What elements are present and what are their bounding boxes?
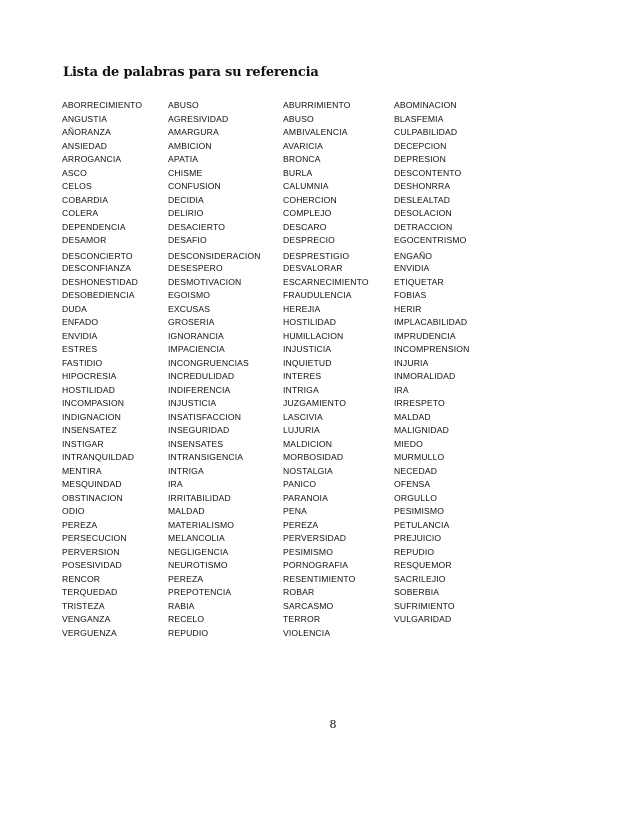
word-item: PORNOGRAFIA: [283, 560, 349, 570]
word-item: AVARICIA: [283, 140, 324, 151]
word-item: INTERES: [283, 371, 322, 381]
word-item: PETULANCIA: [394, 519, 450, 530]
word-item: IGNORANCIA: [168, 330, 224, 341]
word-item: DESCONFIANZA: [62, 263, 132, 273]
word-item: ASCO: [62, 167, 87, 178]
word-item: PANICO: [283, 479, 317, 489]
word-item: INTRIGA: [283, 384, 319, 395]
word-item: LASCIVIA: [283, 411, 323, 422]
word-item: TERROR: [283, 614, 321, 624]
word-item: DESPRECIO: [283, 235, 335, 245]
word-item: POSESIVIDAD: [62, 560, 122, 570]
word-item: PERSECUCION: [62, 533, 127, 543]
word-item: PEREZA: [62, 519, 98, 530]
word-item: HUMILLACION: [283, 330, 344, 341]
word-item: INTRANSIGENCIA: [168, 452, 244, 462]
word-item: DESMOTIVACION: [168, 276, 242, 287]
word-item: MURMULLO: [394, 452, 445, 462]
word-item: COMPLEJO: [283, 208, 332, 218]
word-item: VENGANZA: [62, 614, 111, 624]
word-item: INSENSATES: [168, 438, 224, 449]
word-item: HEREJIA: [283, 303, 321, 314]
word-item: VIOLENCIA: [283, 627, 331, 638]
word-item: RESENTIMIENTO: [283, 573, 356, 584]
word-item: DESCONTENTO: [394, 167, 462, 178]
word-item: ROBAR: [283, 587, 315, 597]
word-item: CULPABILIDAD: [394, 127, 458, 137]
word-item: MIEDO: [394, 438, 423, 449]
word-item: INQUIETUD: [283, 357, 332, 368]
word-item: AMBICION: [168, 140, 212, 151]
word-item: INCONGRUENCIAS: [168, 357, 249, 368]
word-item: COBARDIA: [62, 194, 109, 205]
word-item: NOSTALGIA: [283, 465, 333, 476]
word-item: DESAMOR: [62, 235, 107, 245]
word-item: COLERA: [62, 208, 99, 218]
word-item: CALUMNIA: [283, 181, 329, 191]
word-item: DUDA: [62, 303, 87, 314]
word-item: TERQUEDAD: [62, 587, 118, 597]
word-item: PENA: [283, 506, 308, 516]
word-item: SOBERBIA: [394, 587, 440, 597]
word-item: HOSTILIDAD: [283, 317, 337, 327]
word-item: PREPOTENCIA: [168, 587, 232, 597]
word-item: DECEPCION: [394, 140, 447, 151]
word-column-3: [283, 99, 369, 640]
word-item: IMPLACABILIDAD: [394, 317, 468, 327]
word-item: INSENSATEZ: [62, 425, 117, 435]
word-item: OBSTINACION: [62, 492, 123, 503]
word-item: INJUSTICIA: [283, 344, 332, 354]
word-item: PARANOIA: [283, 492, 328, 503]
word-item: PERVERSION: [62, 546, 120, 557]
word-item: DESOBEDIENCIA: [62, 290, 135, 300]
word-item: OFENSA: [394, 479, 431, 489]
word-item: REPUDIO: [168, 627, 209, 638]
page-title: Lista de palabras para su referencia: [63, 65, 319, 80]
word-item: RESQUEMOR: [394, 560, 452, 570]
word-item: AMBIVALENCIA: [283, 127, 348, 137]
word-item: FOBIAS: [394, 290, 427, 300]
word-item: LUJURIA: [283, 425, 320, 435]
word-item: DESHONESTIDAD: [62, 276, 138, 287]
word-item: MALDICION: [283, 438, 333, 449]
word-item: EXCUSAS: [168, 303, 211, 314]
word-item: ETIQUETAR: [394, 276, 444, 287]
word-item: INSATISFACCION: [168, 411, 242, 422]
word-item: INSEGURIDAD: [168, 425, 230, 435]
word-item: MELANCOLIA: [168, 533, 225, 543]
word-item: FASTIDIO: [62, 357, 103, 368]
word-item: GROSERIA: [168, 317, 215, 327]
word-item: EGOCENTRISMO: [394, 235, 467, 245]
word-item: NEGLIGENCIA: [168, 546, 229, 557]
word-item: HOSTILIDAD: [62, 384, 116, 395]
word-item: ENGAÑO: [394, 250, 433, 261]
word-item: HERIR: [394, 303, 422, 314]
word-item: INJUSTICIA: [168, 398, 217, 408]
word-item: DESACIERTO: [168, 221, 226, 232]
word-item: INMORALIDAD: [394, 371, 456, 381]
word-item: SUFRIMIENTO: [394, 600, 455, 611]
word-item: AÑORANZA: [62, 127, 111, 137]
word-item: PEREZA: [168, 573, 204, 584]
word-item: DESPRESTIGIO: [283, 250, 350, 261]
word-item: DESHONRRA: [394, 181, 451, 191]
word-item: ANSIEDAD: [62, 140, 108, 151]
word-item: INDIFERENCIA: [168, 384, 231, 395]
word-item: DESCONCIERTO: [62, 250, 133, 261]
word-item: TRISTEZA: [62, 600, 105, 611]
word-item: BRONCA: [283, 154, 321, 164]
word-item: ANGUSTIA: [62, 113, 108, 124]
word-item: ABUSO: [168, 100, 199, 110]
word-item: FRAUDULENCIA: [283, 290, 352, 300]
word-item: INCOMPRENSION: [394, 344, 470, 354]
page-number: 8: [329, 718, 337, 731]
word-item: VERGUENZA: [62, 627, 117, 638]
word-item: DETRACCION: [394, 221, 453, 232]
word-column-2: [168, 99, 261, 640]
word-item: BURLA: [283, 167, 313, 178]
word-item: DESOLACION: [394, 208, 452, 218]
word-item: REPUDIO: [394, 546, 435, 557]
word-item: IRRITABILIDAD: [168, 492, 231, 503]
word-item: RECELO: [168, 614, 205, 624]
word-item: MENTIRA: [62, 465, 102, 476]
word-item: MESQUINDAD: [62, 479, 122, 489]
word-item: EGOISMO: [168, 290, 211, 300]
word-item: DESCARO: [283, 221, 327, 232]
word-item: DESVALORAR: [283, 263, 343, 273]
word-item: AMARGURA: [168, 127, 219, 137]
word-item: ORGULLO: [394, 492, 438, 503]
word-item: INJURIA: [394, 357, 429, 368]
word-column-4: [394, 99, 469, 627]
word-item: ABURRIMIENTO: [283, 100, 351, 110]
word-item: DESESPERO: [168, 263, 223, 273]
word-item: INCOMPASION: [62, 398, 125, 408]
word-item: DECIDIA: [168, 194, 204, 205]
word-item: CONFUSION: [168, 181, 221, 191]
word-item: MATERIALISMO: [168, 519, 235, 530]
word-item: INDIGNACION: [62, 411, 121, 422]
word-item: ENVIDIA: [394, 263, 430, 273]
word-item: JUZGAMIENTO: [283, 398, 347, 408]
word-item: DEPENDENCIA: [62, 221, 126, 232]
word-item: IMPRUDENCIA: [394, 330, 456, 341]
word-item: RENCOR: [62, 573, 101, 584]
word-item: ABUSO: [283, 113, 314, 124]
word-item: MALDAD: [168, 506, 205, 516]
word-item: MALDAD: [394, 411, 431, 422]
word-item: PEREZA: [283, 519, 319, 530]
word-item: DEPRESION: [394, 154, 446, 164]
word-item: ABORRECIMIENTO: [62, 100, 143, 110]
word-item: ENFADO: [62, 317, 99, 327]
word-item: DELIRIO: [168, 208, 204, 218]
word-item: DESCONSIDERACION: [168, 250, 261, 261]
word-item: AGRESIVIDAD: [168, 113, 229, 124]
word-item: INTRANQUILDAD: [62, 452, 135, 462]
word-item: IRRESPETO: [394, 398, 445, 408]
word-item: SARCASMO: [283, 600, 334, 611]
word-item: ENVIDIA: [62, 330, 98, 341]
word-item: IRA: [394, 384, 409, 395]
word-item: SACRILEJIO: [394, 573, 446, 584]
word-item: CHISME: [168, 167, 203, 178]
word-item: HIPOCRESIA: [62, 371, 117, 381]
word-item: DESAFIO: [168, 235, 207, 245]
word-item: IRA: [168, 479, 183, 489]
word-item: INSTIGAR: [62, 438, 104, 449]
word-item: PESIMISMO: [283, 546, 334, 557]
word-column-1: [62, 99, 142, 640]
word-item: MORBOSIDAD: [283, 452, 344, 462]
word-item: IMPACIENCIA: [168, 344, 225, 354]
word-item: PESIMISMO: [394, 506, 445, 516]
word-item: PREJUICIO: [394, 533, 442, 543]
word-item: MALIGNIDAD: [394, 425, 449, 435]
word-item: DESLEALTAD: [394, 194, 451, 205]
word-item: PERVERSIDAD: [283, 533, 347, 543]
word-item: BLASFEMIA: [394, 113, 444, 124]
word-item: COHERCION: [283, 194, 337, 205]
word-item: INTRIGA: [168, 465, 204, 476]
word-item: ESTRES: [62, 344, 98, 354]
word-item: INCREDULIDAD: [168, 371, 235, 381]
word-item: NEUROTISMO: [168, 560, 228, 570]
word-item: RABIA: [168, 600, 195, 611]
word-item: ABOMINACION: [394, 100, 457, 110]
word-item: CELOS: [62, 181, 92, 191]
word-item: NECEDAD: [394, 465, 438, 476]
word-item: APATIA: [168, 154, 199, 164]
word-item: ARROGANCIA: [62, 154, 122, 164]
word-item: VULGARIDAD: [394, 614, 452, 624]
word-item: ODIO: [62, 506, 85, 516]
word-item: ESCARNECIMIENTO: [283, 276, 369, 287]
